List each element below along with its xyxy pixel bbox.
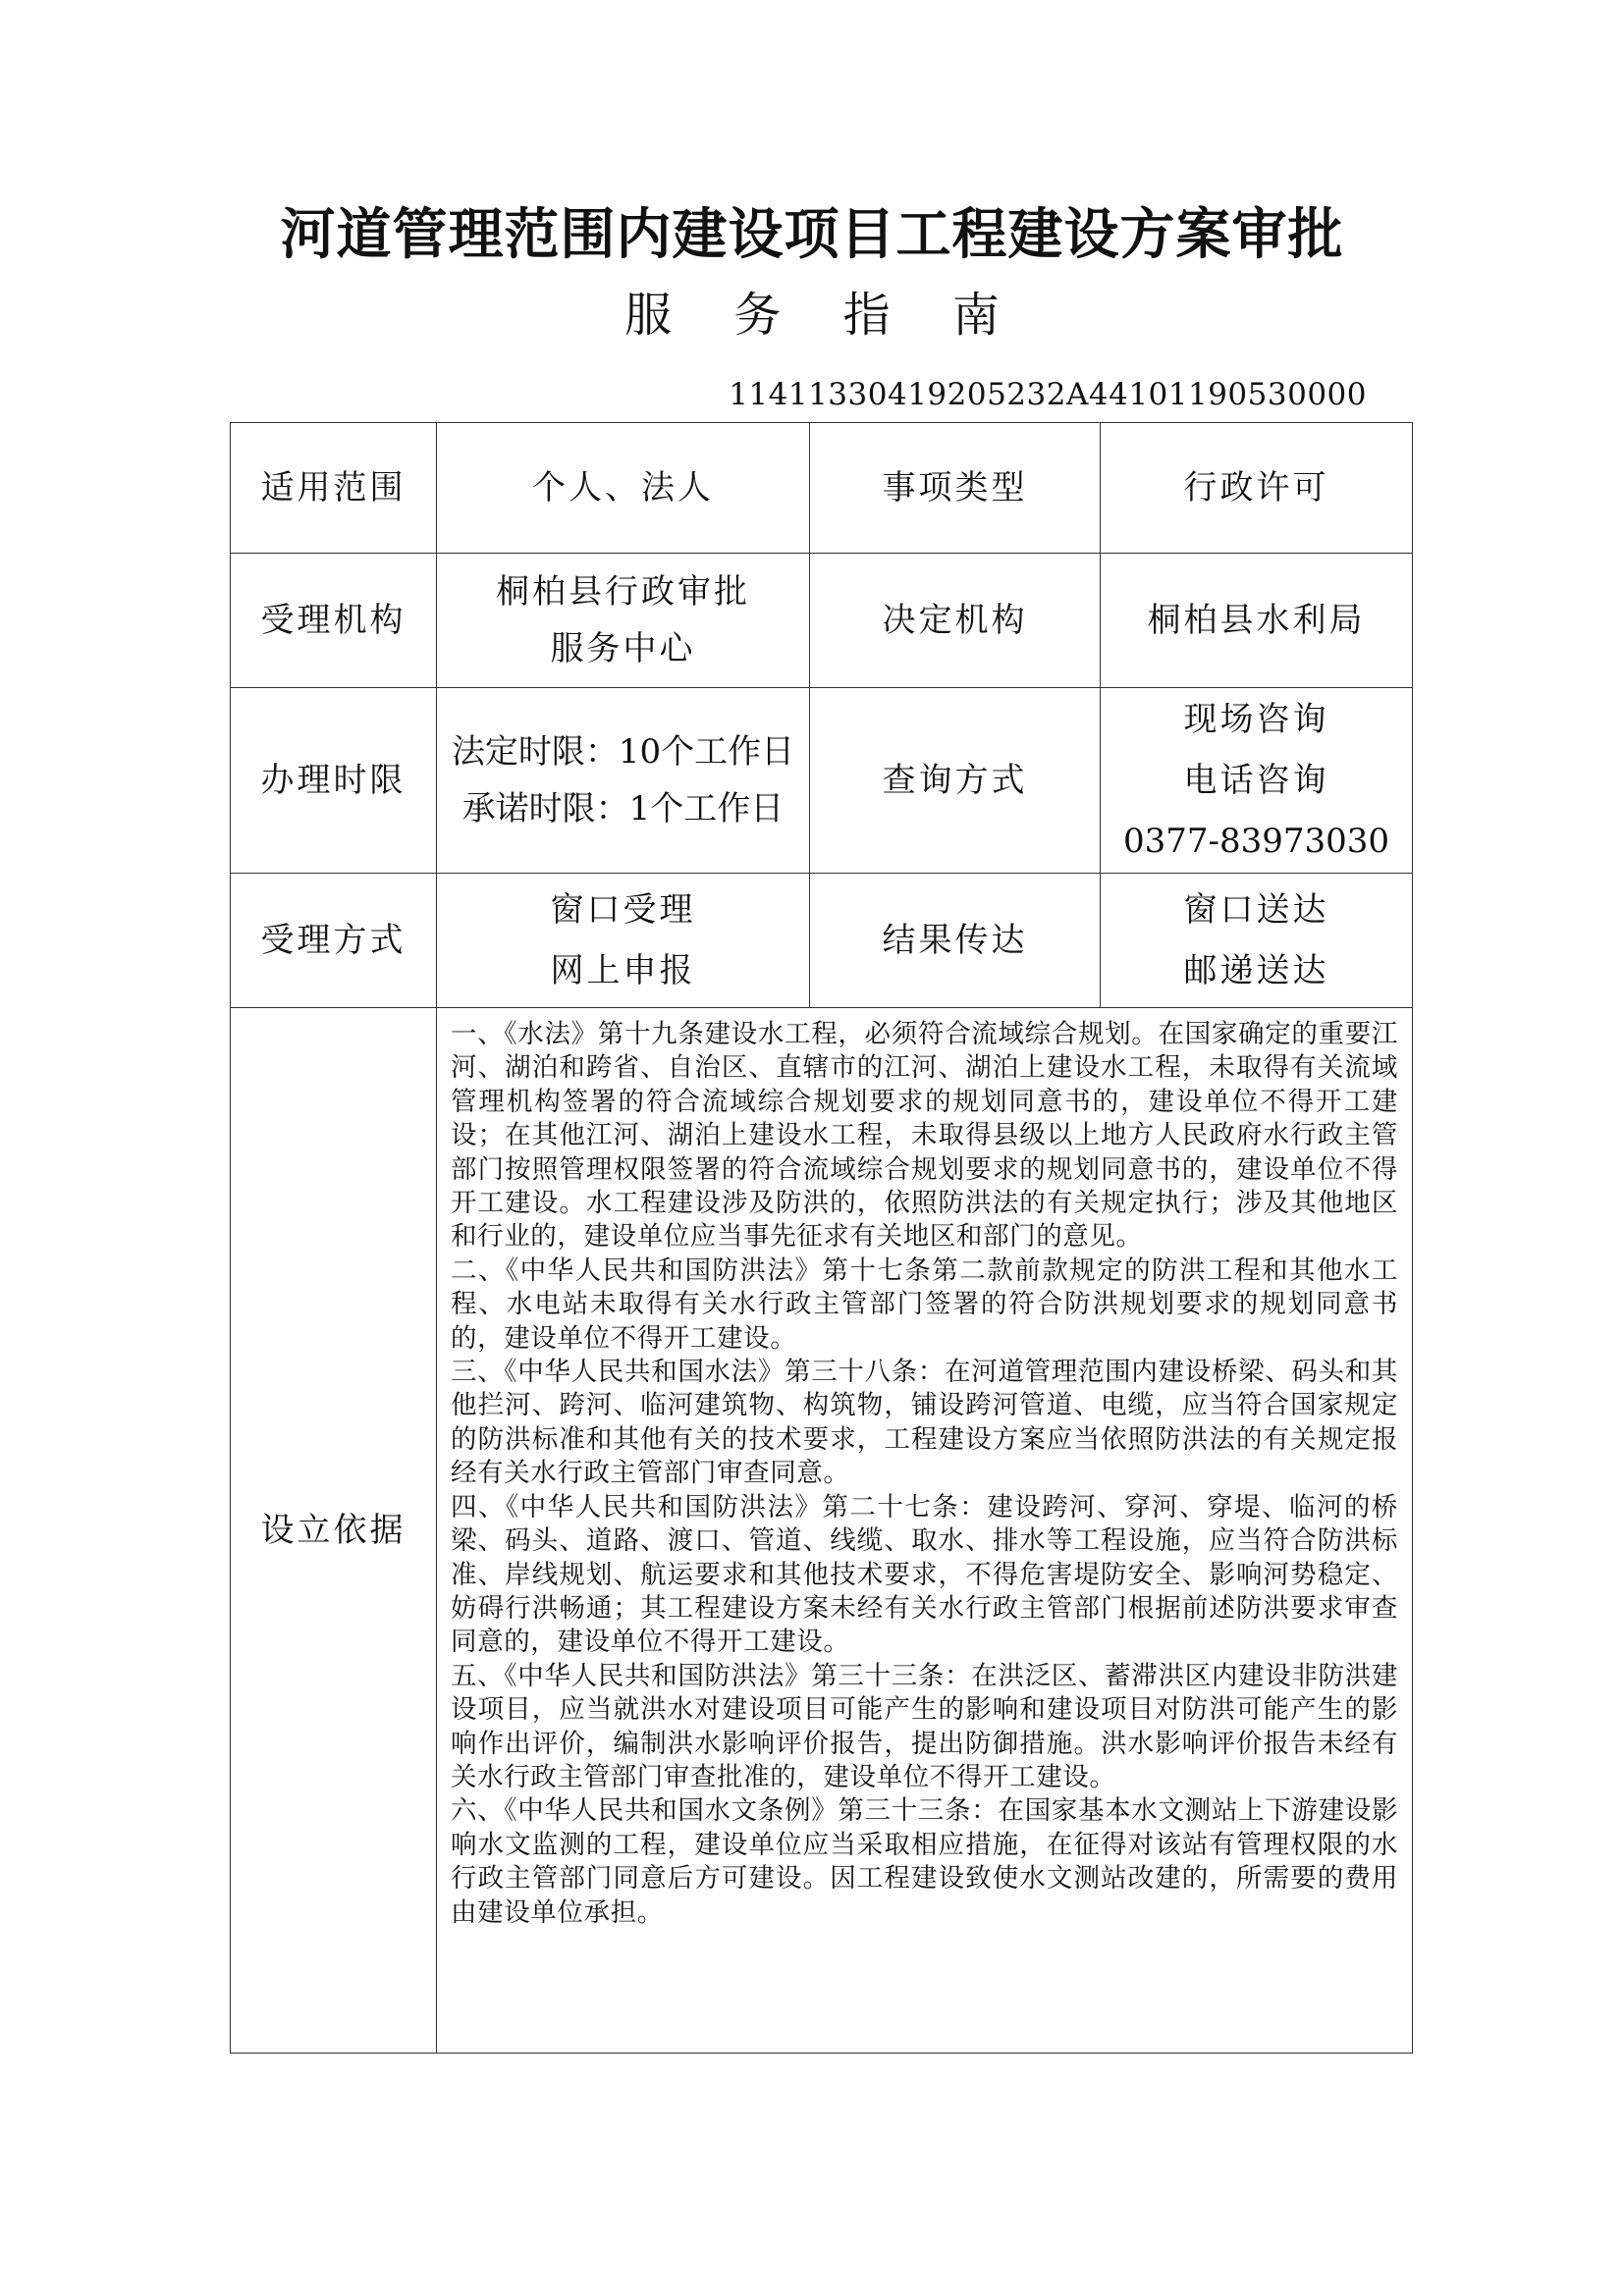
basis-paragraph: 五、《中华人民共和国防洪法》第三十三条：在洪泛区、蓄滞洪区内建设非防洪建设项目，应当就洪水对建设项目可能产生的影响和建设项目对防洪可能产生的影响作出评价，编制洪水影响评价报告，提出防御措施。洪水影响评价报告未经有关水行政主管部门审查批准的，建设单位不得开工建设。: [451, 1660, 1398, 1792]
result-label: 结果传达: [810, 874, 1101, 1008]
type-value: 行政许可: [1101, 423, 1413, 554]
query-value: [1101, 688, 1413, 874]
basis-paragraph: 六、《中华人民共和国水文条例》第三十三条：在国家基本水文测站上下游建设影响水文监测的工程，建设单位应当采取相应措施，在征得对该站有管理权限的水行政主管部门同意后方可建设。因工程建设致使水文测站改建的，所需要的费用由建设单位承担。: [451, 1795, 1398, 1928]
basis-paragraph: 一、《水法》第十九条建设水工程，必须符合流域综合规划。在国家确定的重要江河、湖泊和跨省、自治区、直辖市的江河、湖泊上建设水工程，未取得有关流域管理机构签署的符合流域综合规划要求的规划同意书的，建设单位不得开工建设；在其他江河、湖泊上建设水工程，未取得县级以上地方人民政府水行政主管部门按照管理权限签署的符合流域综合规划要求的规划同意书的，建设单位不得开工建设。水工程建设涉及防洪的，依照防洪法的有关规定执行；涉及其他地区和行业的，建设单位应当事先征求有关地区和部门的意见。: [451, 1019, 1398, 1253]
query-label: 查询方式: [810, 688, 1101, 874]
accept-org-label: 受理机构: [231, 554, 437, 688]
basis-paragraph: 二、《中华人民共和国防洪法》第十七条第二款前款规定的防洪工程和其他水工程、水电站未取得有关水行政主管部门签署的符合防洪规划要求的规划同意书的，建设单位不得开工建设。: [451, 1255, 1398, 1354]
table-row: [231, 423, 1413, 554]
item-code: 11411330419205232A44101190530000: [729, 377, 1367, 412]
document-subtitle: 服 务 指 南: [624, 288, 1023, 343]
result-line: 邮递送达: [1183, 951, 1329, 990]
query-line: 现场咨询: [1183, 700, 1329, 739]
result-value: [1101, 874, 1413, 1008]
accept-method-label: 受理方式: [231, 874, 437, 1008]
accept-org-line: 服务中心: [550, 629, 696, 668]
decide-org-label: 决定机构: [810, 554, 1101, 688]
result-line: 窗口送达: [1183, 890, 1329, 930]
table-row: [231, 554, 1413, 688]
time-limit-value: [437, 688, 810, 874]
type-label: 事项类型: [810, 423, 1101, 554]
time-limit-line: 法定时限：10个工作日: [451, 732, 795, 772]
service-guide-table: [230, 422, 1413, 2054]
document-title: 河道管理范围内建设项目工程建设方案审批: [280, 203, 1344, 267]
decide-org-value: 桐柏县水利局: [1101, 554, 1413, 688]
scope-value: 个人、法人: [437, 423, 810, 554]
time-limit-line: 承诺时限：1个工作日: [461, 789, 785, 828]
table-row: [231, 688, 1413, 874]
basis-label: 设立依据: [231, 1008, 437, 2054]
accept-method-value: [437, 874, 810, 1008]
query-phone: 0377-83973030: [1122, 822, 1390, 861]
query-line: 电话咨询: [1183, 761, 1329, 800]
table-row: [231, 1008, 1413, 2054]
time-limit-label: 办理时限: [231, 688, 437, 874]
basis-content: [437, 1008, 1413, 2054]
table-row: [231, 874, 1413, 1008]
accept-org-line: 桐柏县行政审批: [496, 572, 750, 612]
accept-method-line: 网上申报: [550, 951, 696, 990]
accept-method-line: 窗口受理: [550, 890, 696, 930]
accept-org-value: [437, 554, 810, 688]
basis-paragraph: 四、《中华人民共和国防洪法》第二十七条：建设跨河、穿河、穿堤、临河的桥梁、码头、道路、渡口、管道、线缆、取水、排水等工程设施，应当符合防洪标准、岸线规划、航运要求和其他技术要求，不得危害堤防安全、影响河势稳定、妨碍行洪畅通；其工程建设方案未经有关水行政主管部门根据前述防洪要求审查同意的，建设单位不得开工建设。: [451, 1491, 1398, 1658]
scope-label: 适用范围: [231, 423, 437, 554]
basis-paragraph: 三、《中华人民共和国水法》第三十八条：在河道管理范围内建设桥梁、码头和其他拦河、跨河、临河建筑物、构筑物，铺设跨河管道、电缆，应当符合国家规定的防洪标准和其他有关的技术要求，工程建设方案应当依照防洪法的有关规定报经有关水行政主管部门审查同意。: [451, 1357, 1398, 1489]
